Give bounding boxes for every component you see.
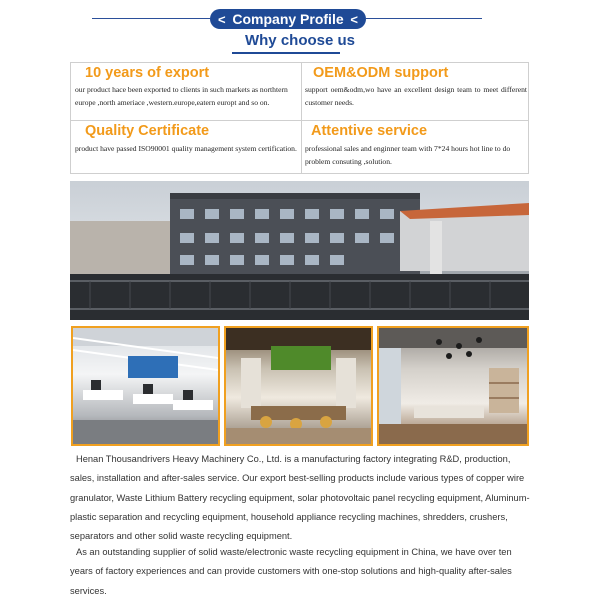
feature-desc: professional sales and enginner team with 7*24 hours hot line to do problem consuting ,solution.: [305, 144, 511, 166]
features-grid: [70, 62, 529, 174]
office-workstations-photo: [71, 326, 220, 446]
grid-divider-horizontal: [71, 120, 528, 121]
lounge-area-photo: [377, 326, 529, 446]
feature-quality: [75, 123, 299, 155]
feature-title: 10 years of export: [85, 65, 210, 81]
company-profile-banner: [210, 9, 366, 29]
lounge-illustration: [379, 328, 527, 444]
feature-desc: our product hace been exported to clients in such markets as northtern europe ,north ameriace ,western.europe,eatern europt and so on.: [75, 85, 288, 107]
subtitle-underline: [232, 52, 340, 54]
feature-service: [305, 123, 527, 168]
company-description: Henan Thousandrivers Heavy Machinery Co., Ltd. is a manufacturing factory integrating R&D, production, sales, installation and after-sales service. Our export best-selling products include various types of copper wire granulator, Waste Lithium Battery recycling equipment, solar photovoltaic panel recycling equipment, Aluminum-plastic separation and recycling equipment, household appliance recycling machines, shredders, crushers, separators and other solid waste recycling equipment.: [70, 454, 530, 542]
factory-building-illustration: [70, 181, 529, 320]
feature-title: Quality Certificate: [85, 123, 210, 139]
feature-desc: support oem&odm,wo have an excellent design team to meet different customer needs.: [305, 85, 527, 107]
feature-title: OEM&ODM support: [313, 65, 449, 81]
header-rule-right: [366, 18, 482, 19]
feature-desc: product have passed ISO90001 quality management system certification.: [75, 144, 297, 153]
chevron-left-icon: <: [350, 11, 358, 27]
feature-oem-odm: [305, 65, 527, 109]
green-wall-illustration: [226, 328, 371, 444]
company-supplier-statement: As an outstanding supplier of solid waste/electronic waste recycling equipment in China, we have over ten years of factory experiences and can provide customers with one-stop solutions and high-quality after-sales services.: [70, 547, 512, 596]
header-rule-left: [92, 18, 210, 19]
grid-divider-vertical: [301, 63, 302, 173]
factory-building-photo: [70, 181, 529, 320]
section-subtitle: Why choose us: [244, 32, 356, 49]
office-green-wall-photo: [224, 326, 373, 446]
feature-title: Attentive service: [311, 123, 428, 139]
office-workstations-illustration: [73, 328, 218, 444]
feature-export: [75, 65, 299, 109]
chevron-left-icon: <: [218, 11, 226, 27]
banner-title: Company Profile: [232, 11, 344, 27]
